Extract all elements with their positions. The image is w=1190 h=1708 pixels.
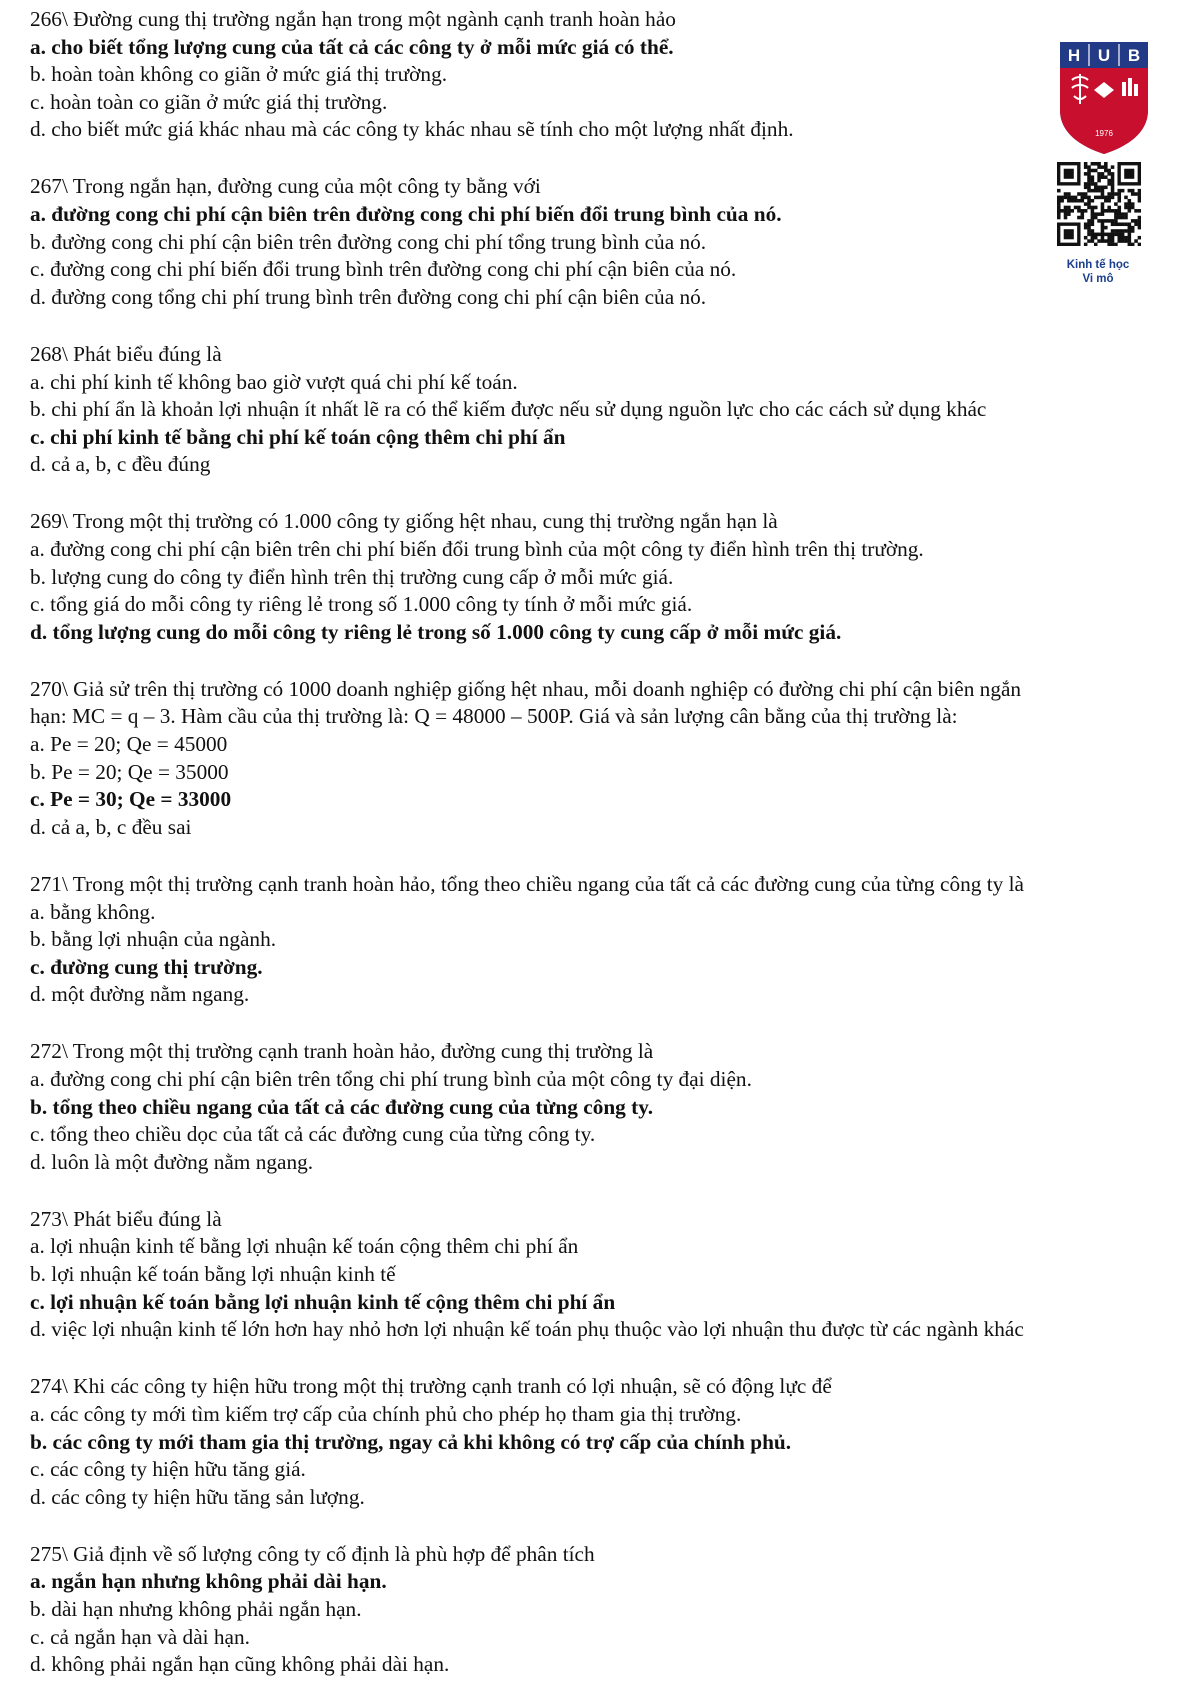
qr-code[interactable]	[1057, 162, 1141, 246]
question-stem: 272\ Trong một thị trường cạnh tranh hoàn hảo, đường cung thị trường là	[30, 1039, 654, 1064]
answer-option: c. cả ngắn hạn và dài hạn.	[30, 1624, 250, 1649]
answer-option: c. các công ty hiện hữu tăng giá.	[30, 1457, 306, 1482]
answer-option: a. đường cong chi phí cận biên trên chi phí biến đổi trung bình của một công ty điển hình trên thị trường.	[30, 537, 924, 561]
question-stem: 266\ Đường cung thị trường ngắn hạn trong một ngành cạnh tranh hoàn hảo	[30, 7, 676, 31]
question-block	[30, 341, 1180, 479]
qr-caption-line-2: Vi mô	[1082, 273, 1114, 285]
answer-option: b. chi phí ẩn là khoản lợi nhuận ít nhất lẽ ra có thể kiếm được nếu sử dụng nguồn lực cho các cách sử dụng khác	[30, 397, 987, 422]
hub-logo	[1056, 40, 1152, 156]
logo-letter-h: H	[1067, 46, 1081, 65]
answer-option-correct: d. tổng lượng cung do mỗi công ty riêng lẻ trong số 1.000 công ty cung cấp ở mỗi mức giá.	[30, 619, 842, 644]
answer-option-correct: a. đường cong chi phí cận biên trên đường cong chi phí biến đổi trung bình của nó.	[30, 202, 782, 227]
answer-option: b. lượng cung do công ty điển hình trên thị trường cung cấp ở mỗi mức giá.	[30, 564, 674, 589]
question-block	[30, 508, 1180, 646]
answer-option-correct: c. đường cung thị trường.	[30, 954, 263, 979]
logo-letter-b: B	[1127, 46, 1141, 65]
question-stem: 270\ Giả sử trên thị trường có 1000 doanh nghiệp giống hệt nhau, mỗi doanh nghiệp có đường chi phí cận biên ngắn	[30, 676, 1022, 701]
question-stem: 271\ Trong một thị trường cạnh tranh hoàn hảo, tổng theo chiều ngang của tất cả các đường cung của từng công ty là	[30, 871, 1024, 896]
qr-caption	[1042, 258, 1154, 286]
answer-option: a. lợi nhuận kinh tế bằng lợi nhuận kế toán cộng thêm chi phí ẩn	[30, 1234, 579, 1259]
answer-option: c. tổng theo chiều dọc của tất cả các đường cung của từng công ty.	[30, 1122, 596, 1147]
question-stem: 267\ Trong ngắn hạn, đường cung của một công ty bằng với	[30, 174, 541, 199]
question-block	[30, 1206, 1180, 1344]
answer-option: a. đường cong chi phí cận biên trên tổng chi phí trung bình của một công ty đại diện.	[30, 1067, 752, 1091]
answer-option: d. đường cong tổng chi phí trung bình trên đường cong chi phí cận biên của nó.	[30, 284, 707, 309]
answer-option-correct: b. tổng theo chiều ngang của tất cả các đường cung của từng công ty.	[30, 1094, 654, 1119]
answer-option: a. chi phí kinh tế không bao giờ vượt quá chi phí kế toán.	[30, 369, 518, 394]
answer-option: a. Pe = 20; Qe = 45000	[30, 732, 228, 757]
answer-option-correct: c. lợi nhuận kế toán bằng lợi nhuận kinh tế cộng thêm chi phí ẩn	[30, 1289, 616, 1314]
answer-option: b. hoàn toàn không co giãn ở mức giá thị trường.	[30, 62, 448, 87]
answer-option: b. bằng lợi nhuận của ngành.	[30, 927, 277, 952]
question-stem: 269\ Trong một thị trường có 1.000 công ty giống hệt nhau, cung thị trường ngắn hạn là	[30, 509, 778, 534]
answer-option-correct: b. các công ty mới tham gia thị trường, ngay cả khi không có trợ cấp của chính phủ.	[30, 1429, 792, 1454]
question-list	[30, 6, 1180, 1708]
answer-option: d. việc lợi nhuận kinh tế lớn hơn hay nhỏ hơn lợi nhuận kế toán phụ thuộc vào lợi nhuận thu được từ các ngành khác	[30, 1317, 1024, 1342]
answer-option: b. dài hạn nhưng không phải ngắn hạn.	[30, 1597, 362, 1621]
answer-option: b. Pe = 20; Qe = 35000	[30, 759, 229, 784]
qr-caption-line-1: Kinh tế học	[1066, 259, 1130, 271]
question-stem: hạn: MC = q – 3. Hàm cầu của thị trường là: Q = 48000 – 500P. Giá và sản lượng cân bằng của thị trường là:	[30, 704, 958, 729]
logo-year: 1976	[1095, 129, 1113, 138]
answer-option: c. đường cong chi phí biến đổi trung bình trên đường cong chi phí cận biên của nó.	[30, 257, 737, 282]
answer-option: d. luôn là một đường nằm ngang.	[30, 1149, 314, 1174]
question-block	[30, 676, 1180, 842]
question-block	[30, 1541, 1180, 1679]
answer-option-correct: a. ngắn hạn nhưng không phải dài hạn.	[30, 1569, 387, 1594]
question-block	[30, 1373, 1180, 1511]
answer-option: c. tổng giá do mỗi công ty riêng lẻ trong số 1.000 công ty tính ở mỗi mức giá.	[30, 592, 693, 617]
answer-option-correct: c. Pe = 30; Qe = 33000	[30, 787, 232, 812]
question-block	[30, 6, 1180, 144]
question-block	[30, 871, 1180, 1009]
answer-option: d. các công ty hiện hữu tăng sản lượng.	[30, 1484, 365, 1509]
question-stem: 268\ Phát biểu đúng là	[30, 341, 222, 366]
answer-option: a. các công ty mới tìm kiếm trợ cấp của chính phủ cho phép họ tham gia thị trường.	[30, 1401, 742, 1426]
answer-option: b. lợi nhuận kế toán bằng lợi nhuận kinh tế	[30, 1262, 396, 1287]
answer-option: d. không phải ngắn hạn cũng không phải dài hạn.	[30, 1652, 450, 1677]
question-stem: 275\ Giả định về số lượng công ty cố định là phù hợp để phân tích	[30, 1541, 595, 1566]
answer-option: d. cả a, b, c đều sai	[30, 814, 192, 839]
answer-option: a. bằng không.	[30, 899, 156, 924]
question-block	[30, 1038, 1180, 1176]
answer-option: b. đường cong chi phí cận biên trên đường cong chi phí tổng trung bình của nó.	[30, 229, 707, 254]
answer-option-correct: c. chi phí kinh tế bằng chi phí kế toán cộng thêm chi phí ẩn	[30, 424, 566, 449]
answer-option-correct: a. cho biết tổng lượng cung của tất cả các công ty ở mỗi mức giá có thể.	[30, 34, 674, 59]
logo-letter-u: U	[1097, 46, 1111, 65]
answer-option: d. cả a, b, c đều đúng	[30, 452, 211, 477]
question-block	[30, 173, 1180, 311]
answer-option: d. một đường nằm ngang.	[30, 982, 250, 1007]
question-stem: 273\ Phát biểu đúng là	[30, 1206, 222, 1231]
answer-option: c. hoàn toàn co giãn ở mức giá thị trường.	[30, 89, 388, 114]
answer-option: d. cho biết mức giá khác nhau mà các công ty khác nhau sẽ tính cho một lượng nhất định.	[30, 117, 794, 142]
question-stem: 274\ Khi các công ty hiện hữu trong một thị trường cạnh tranh có lợi nhuận, sẽ có động lực để	[30, 1374, 832, 1399]
